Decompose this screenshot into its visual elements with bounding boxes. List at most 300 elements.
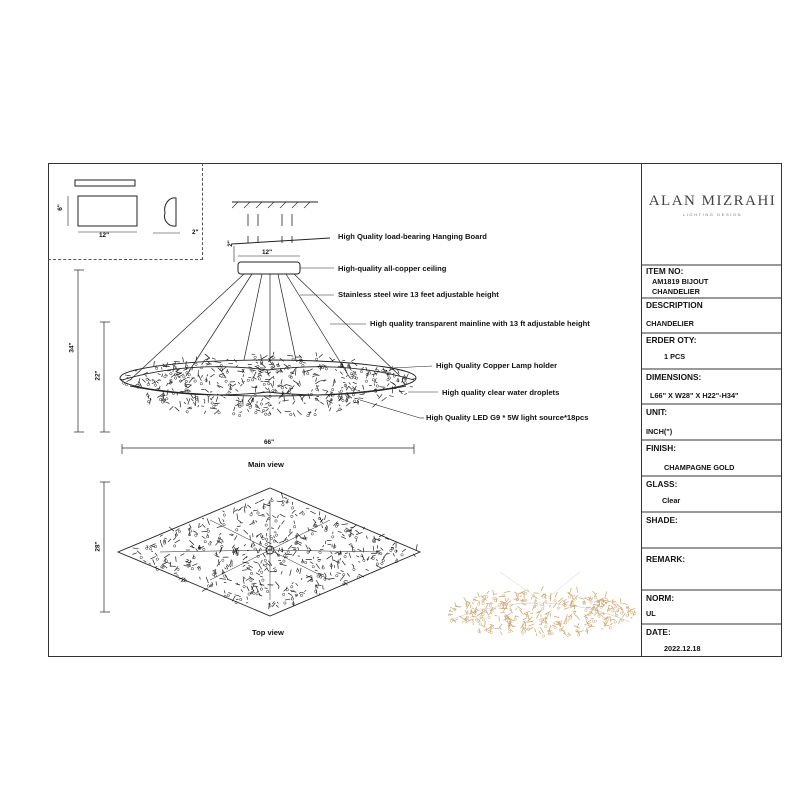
- droplet: [626, 615, 628, 617]
- branch-stroke: [175, 528, 179, 531]
- branch-stroke: [293, 549, 296, 550]
- branch-stroke: [632, 609, 636, 610]
- branch-stroke: [462, 621, 463, 623]
- branch-stroke: [155, 553, 157, 556]
- branch-stroke: [243, 565, 245, 567]
- branch-stroke: [262, 355, 268, 359]
- branch-stroke: [202, 524, 205, 527]
- branch-stroke: [238, 520, 241, 523]
- branch-stroke: [206, 355, 210, 359]
- description-value: CHANDELIER: [646, 319, 694, 328]
- branch-stroke: [125, 375, 131, 376]
- droplet: [286, 539, 288, 541]
- branch-stroke: [500, 632, 502, 635]
- branch-stroke: [189, 378, 193, 383]
- brand-tagline: LIGHTING DESIGN: [682, 212, 743, 217]
- order-qty-value: 1 PCS: [664, 352, 686, 361]
- branch-stroke: [238, 397, 240, 399]
- branch-stroke: [338, 392, 340, 393]
- branch-stroke: [259, 580, 261, 586]
- branch-stroke: [279, 541, 283, 543]
- droplet: [194, 380, 196, 382]
- branch-stroke: [500, 627, 502, 630]
- droplet: [262, 537, 264, 539]
- branch-stroke: [359, 398, 364, 399]
- branch-stroke: [335, 552, 338, 553]
- branch-stroke: [339, 404, 340, 406]
- droplet: [567, 619, 569, 621]
- droplet: [248, 593, 250, 595]
- branch-stroke: [312, 376, 314, 377]
- branch-stroke: [341, 537, 346, 539]
- branch-stroke: [554, 622, 555, 624]
- droplet: [317, 575, 319, 577]
- branch-stroke: [564, 608, 569, 610]
- branch-stroke: [247, 505, 251, 508]
- droplet: [290, 413, 292, 415]
- droplet: [247, 379, 249, 381]
- droplet: [250, 572, 252, 574]
- branch-stroke: [239, 507, 243, 510]
- branch-stroke: [251, 586, 254, 591]
- branch-stroke: [351, 359, 355, 361]
- branch-stroke: [610, 616, 611, 622]
- branch-stroke: [504, 591, 511, 592]
- branch-stroke: [587, 628, 588, 634]
- droplet: [387, 379, 389, 381]
- drop-label: 2": [226, 240, 234, 247]
- branch-stroke: [234, 536, 236, 541]
- droplet: [621, 612, 623, 614]
- branch-stroke: [292, 510, 296, 513]
- branch-stroke: [264, 504, 270, 506]
- branch-stroke: [237, 371, 243, 372]
- droplet: [360, 370, 362, 372]
- branch-stroke: [372, 373, 378, 375]
- droplet: [338, 397, 340, 399]
- droplet: [590, 601, 592, 603]
- branch-stroke: [328, 544, 331, 545]
- branch-stroke: [490, 610, 494, 611]
- branch-stroke: [156, 381, 159, 384]
- branch-stroke: [345, 580, 348, 581]
- branch-stroke: [258, 515, 265, 516]
- branch-stroke: [377, 394, 379, 396]
- branch-stroke: [338, 564, 339, 569]
- branch-stroke: [243, 578, 244, 584]
- branch-stroke: [356, 539, 357, 541]
- branch-stroke: [244, 544, 246, 546]
- droplet: [350, 377, 352, 379]
- droplet: [291, 586, 293, 588]
- branch-stroke: [253, 510, 258, 511]
- branch-stroke: [277, 602, 278, 604]
- norm-label: NORM:: [646, 593, 675, 603]
- droplet: [185, 380, 187, 382]
- branch-stroke: [311, 389, 312, 391]
- droplet: [281, 387, 283, 389]
- branch-stroke: [255, 521, 257, 523]
- branch-stroke: [376, 559, 377, 561]
- branch-stroke: [187, 377, 190, 378]
- unit-value: INCH("): [646, 427, 673, 436]
- item-no-value: AM1819 BIJOUT: [652, 277, 709, 286]
- branch-stroke: [248, 397, 252, 402]
- branch-stroke: [610, 619, 615, 620]
- branch-stroke: [189, 407, 192, 408]
- droplet: [266, 590, 268, 592]
- branch-stroke: [219, 578, 225, 579]
- branch-stroke: [183, 357, 184, 362]
- main-view-droplets: [120, 352, 417, 417]
- main-view-caption: Main view: [248, 460, 284, 469]
- branch-stroke: [293, 380, 299, 384]
- droplet: [147, 383, 149, 385]
- branch-stroke: [138, 384, 140, 385]
- branch-stroke: [613, 601, 617, 602]
- droplet: [548, 633, 550, 635]
- branch-stroke: [484, 621, 485, 627]
- branch-stroke: [404, 393, 407, 394]
- branch-stroke: [524, 611, 530, 613]
- droplet: [241, 404, 243, 406]
- branch-stroke: [171, 374, 175, 377]
- droplet: [260, 588, 262, 590]
- branch-stroke: [273, 352, 274, 355]
- branch-stroke: [245, 503, 246, 508]
- branch-stroke: [377, 545, 378, 548]
- branch-stroke: [306, 545, 308, 550]
- droplet: [251, 379, 253, 381]
- branch-stroke: [286, 384, 292, 386]
- droplet: [282, 593, 284, 595]
- branch-stroke: [247, 596, 248, 599]
- branch-stroke: [228, 592, 231, 593]
- branch-stroke: [243, 381, 245, 382]
- branch-stroke: [247, 556, 248, 558]
- branch-stroke: [216, 397, 218, 402]
- branch-stroke: [202, 536, 205, 539]
- branch-stroke: [161, 367, 162, 369]
- branch-stroke: [207, 528, 209, 529]
- droplet: [482, 602, 484, 604]
- branch-stroke: [238, 382, 240, 384]
- droplet: [186, 410, 188, 412]
- droplet: [351, 388, 353, 390]
- branch-stroke: [482, 596, 485, 597]
- glass-label: GLASS:: [646, 479, 678, 489]
- branch-stroke: [219, 518, 221, 523]
- branch-stroke: [188, 385, 192, 388]
- branch-stroke: [292, 582, 294, 583]
- droplet: [204, 540, 206, 542]
- branch-stroke: [346, 375, 347, 377]
- branch-stroke: [259, 593, 260, 596]
- brand-name: ALAN MIZRAHI: [648, 193, 777, 209]
- branch-stroke: [269, 405, 272, 406]
- droplet: [609, 627, 611, 629]
- droplet: [551, 632, 553, 634]
- branch-stroke: [273, 376, 274, 379]
- branch-stroke: [340, 372, 343, 375]
- droplet: [404, 382, 406, 384]
- droplet: [165, 560, 167, 562]
- branch-stroke: [175, 540, 180, 543]
- branch-stroke: [358, 390, 360, 391]
- droplet: [336, 575, 338, 577]
- branch-stroke: [154, 361, 155, 366]
- droplet: [369, 372, 371, 374]
- branch-stroke: [263, 564, 264, 566]
- droplet: [567, 634, 569, 636]
- droplet: [213, 406, 215, 408]
- branch-stroke: [277, 515, 279, 518]
- branch-stroke: [366, 536, 367, 539]
- branch-stroke: [473, 599, 478, 601]
- droplet: [332, 536, 334, 538]
- branch-stroke: [278, 525, 280, 529]
- branch-stroke: [351, 525, 356, 528]
- droplet: [302, 364, 304, 366]
- droplet: [195, 363, 197, 365]
- droplet: [200, 383, 202, 385]
- branch-stroke: [574, 614, 576, 617]
- branch-stroke: [211, 368, 214, 371]
- branch-stroke: [493, 590, 494, 595]
- branch-stroke: [200, 577, 201, 580]
- droplet: [508, 630, 510, 632]
- branch-stroke: [271, 383, 273, 388]
- branch-stroke: [357, 549, 361, 551]
- droplet: [213, 573, 215, 575]
- branch-stroke: [375, 382, 377, 383]
- branch-stroke: [505, 598, 506, 601]
- droplet: [250, 514, 252, 516]
- droplet: [177, 568, 179, 570]
- droplet: [260, 403, 262, 405]
- branch-stroke: [259, 499, 264, 501]
- branch-stroke: [264, 397, 269, 400]
- branch-stroke: [355, 371, 356, 373]
- branch-stroke: [322, 390, 328, 392]
- branch-stroke: [161, 543, 162, 547]
- branch-stroke: [332, 556, 333, 561]
- droplet: [585, 609, 587, 611]
- droplet: [344, 555, 346, 557]
- droplet: [207, 530, 209, 532]
- branch-stroke: [591, 618, 594, 619]
- callout-hanging-board: High Quality load-bearing Hanging Board: [338, 232, 487, 241]
- branch-stroke: [352, 564, 354, 566]
- branch-stroke: [301, 592, 304, 593]
- branch-stroke: [165, 402, 169, 403]
- branch-stroke: [271, 498, 272, 500]
- branch-stroke: [275, 582, 279, 587]
- branch-stroke: [237, 526, 241, 527]
- branch-stroke: [331, 391, 332, 397]
- droplet: [353, 568, 355, 570]
- droplet: [254, 548, 256, 550]
- droplet: [203, 548, 205, 550]
- branch-stroke: [545, 611, 551, 614]
- branch-stroke: [273, 568, 276, 569]
- branch-stroke: [539, 631, 541, 634]
- dimensions-label: DIMENSIONS:: [646, 372, 702, 382]
- branch-stroke: [202, 362, 204, 365]
- branch-stroke: [281, 520, 284, 524]
- branch-stroke: [326, 391, 328, 393]
- droplet: [164, 376, 166, 378]
- branch-stroke: [201, 375, 202, 378]
- branch-stroke: [605, 598, 608, 600]
- branch-stroke: [223, 397, 225, 398]
- droplet: [540, 619, 542, 621]
- branch-stroke: [310, 562, 313, 564]
- branch-stroke: [579, 631, 584, 632]
- branch-stroke: [376, 565, 382, 568]
- branch-stroke: [285, 387, 287, 389]
- droplet: [614, 606, 616, 608]
- branch-stroke: [315, 570, 318, 571]
- branch-stroke: [346, 386, 348, 390]
- droplet: [265, 543, 267, 545]
- droplet: [342, 573, 344, 575]
- branch-stroke: [232, 545, 235, 549]
- branch-stroke: [176, 556, 177, 561]
- branch-stroke: [164, 538, 166, 539]
- branch-stroke: [564, 599, 566, 602]
- branch-stroke: [259, 549, 260, 553]
- branch-stroke: [486, 603, 492, 604]
- branch-stroke: [262, 398, 264, 401]
- branch-stroke: [217, 382, 218, 383]
- branch-stroke: [186, 559, 189, 560]
- droplet: [264, 559, 266, 561]
- branch-stroke: [320, 380, 326, 381]
- droplet: [604, 621, 606, 623]
- branch-stroke: [328, 579, 335, 580]
- droplet: [325, 368, 327, 370]
- droplet: [263, 383, 265, 385]
- droplet: [612, 610, 614, 612]
- branch-stroke: [323, 365, 326, 366]
- branch-stroke: [267, 528, 268, 531]
- droplet: [222, 559, 224, 561]
- branch-stroke: [349, 543, 352, 545]
- droplet: [154, 384, 156, 386]
- droplet: [535, 603, 537, 605]
- droplet: [214, 575, 216, 577]
- branch-stroke: [556, 624, 558, 625]
- branch-stroke: [416, 544, 417, 550]
- droplet: [628, 609, 630, 611]
- droplet: [342, 399, 344, 401]
- branch-stroke: [593, 591, 596, 595]
- droplet: [603, 617, 605, 619]
- branch-stroke: [293, 413, 295, 417]
- branch-stroke: [381, 548, 384, 551]
- droplet: [514, 618, 516, 620]
- droplet: [486, 596, 488, 598]
- droplet: [307, 414, 309, 416]
- branch-stroke: [180, 554, 184, 556]
- branch-stroke: [341, 571, 344, 572]
- branch-stroke: [132, 553, 136, 555]
- branch-stroke: [247, 409, 248, 412]
- branch-stroke: [206, 577, 208, 583]
- branch-stroke: [587, 620, 591, 623]
- branch-stroke: [298, 547, 299, 550]
- branch-stroke: [464, 597, 467, 601]
- droplet: [615, 604, 617, 606]
- droplet: [206, 535, 208, 537]
- branch-stroke: [334, 544, 335, 549]
- branch-stroke: [382, 397, 387, 401]
- droplet: [335, 525, 337, 527]
- callout-led-source: High Quality LED G9 * 5W light source*18pcs: [426, 413, 589, 422]
- branch-stroke: [234, 507, 235, 513]
- branch-stroke: [322, 589, 324, 590]
- branch-stroke: [528, 627, 533, 630]
- branch-stroke: [335, 369, 337, 370]
- branch-stroke: [191, 399, 193, 401]
- branch-stroke: [260, 576, 263, 577]
- branch-stroke: [347, 573, 350, 576]
- droplet: [630, 611, 632, 613]
- description-label: DESCRIPTION: [646, 300, 703, 310]
- droplet: [140, 556, 142, 558]
- branch-stroke: [342, 534, 344, 536]
- branch-stroke: [173, 537, 176, 540]
- branch-stroke: [481, 625, 484, 627]
- droplet: [478, 603, 480, 605]
- droplet: [365, 380, 367, 382]
- droplet: [170, 372, 172, 374]
- droplet: [569, 617, 571, 619]
- branch-stroke: [284, 364, 289, 367]
- droplet: [166, 398, 168, 400]
- item-no-label: ITEM NO:: [646, 266, 684, 276]
- item-no-value-2: CHANDELIER: [652, 287, 700, 296]
- inset-depth-label: 2": [192, 229, 199, 236]
- branch-stroke: [472, 608, 475, 610]
- branch-stroke: [199, 523, 200, 528]
- branch-stroke: [323, 545, 324, 547]
- droplet: [592, 620, 594, 622]
- droplet: [542, 596, 544, 598]
- droplet: [542, 635, 544, 637]
- inset-plate-side: [165, 198, 176, 226]
- branch-stroke: [204, 411, 205, 414]
- branch-stroke: [373, 375, 374, 377]
- branch-stroke: [618, 618, 621, 624]
- branch-stroke: [610, 623, 612, 624]
- branch-stroke: [251, 583, 256, 584]
- droplet: [223, 514, 225, 516]
- droplet: [319, 551, 321, 553]
- branch-stroke: [143, 560, 146, 562]
- overall-height-label: 34": [68, 342, 76, 353]
- branch-stroke: [487, 591, 489, 594]
- branch-stroke: [279, 402, 281, 404]
- branch-stroke: [530, 613, 533, 614]
- droplet: [614, 621, 616, 623]
- branch-stroke: [262, 514, 265, 515]
- branch-stroke: [133, 548, 139, 549]
- order-qty-label: ERDER OTY:: [646, 335, 697, 345]
- branch-stroke: [236, 366, 238, 367]
- branch-stroke: [563, 633, 566, 635]
